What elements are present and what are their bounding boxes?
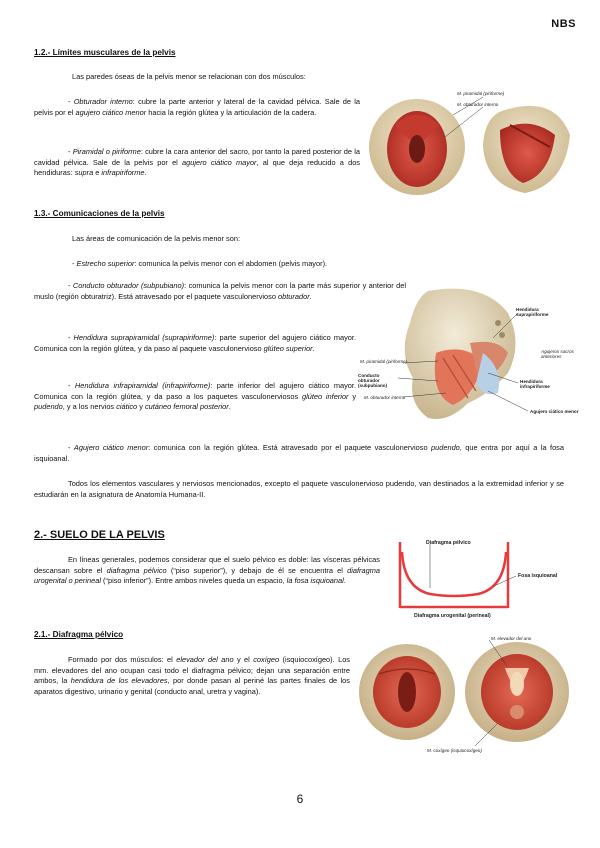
fig2-label-obt: M. obturador interno xyxy=(364,395,406,400)
diagram-label-bottom: Diafragma urogenital (perineal) xyxy=(414,613,491,619)
section-title-2: 2.- SUELO DE LA PELVIS xyxy=(34,529,165,541)
s12-obturador-paragraph: - Obturador interno: cubre la parte anterior y lateral de la cavidad pélvica. Sale de la pelvis por el agujero ciático menor hacia la región glútea y la articulación de la cadera. xyxy=(34,97,360,117)
s13-hendidura-infra: - Hendidura infrapiramidal (infrapiriforme): parte inferior del agujero ciático mayor. Comunica con la región glútea, y da paso a los paquetes vasculonerviosos glúteo inferior y pudendo, y a los nervios ciático y cutáneo femoral posterior. xyxy=(34,381,357,412)
section-title-1-3: 1.3.- Comunicaciones de la pelvis xyxy=(34,209,165,218)
s13-estrecho-superior: - Estrecho superior: comunica la pelvis menor con el abdomen (pelvis mayor). xyxy=(72,259,328,268)
s13-agujero-ciatico-menor: - Agujero ciático menor: comunica con la región glútea. Está atravesado por el paquete vasculonervioso pudendo, que entra por aquí a la fosa isquioanal. xyxy=(34,443,564,463)
diagram-label-right: Fosa isquioanal xyxy=(518,573,558,579)
fig2-label-lig: Agujeros sacros anteriores xyxy=(541,349,574,359)
pelvis-muscles-figure xyxy=(365,85,575,200)
fig2-label-co: Conducto obturador (subpubiano) xyxy=(358,373,388,388)
s13-conducto-obturador: - Conducto obturador (subpubiano): comunica la pelvis menor con la parte más superior y anterior del muslo (región obturatriz). Está atravesado por el paquete vasculonervioso obturador. xyxy=(34,281,407,301)
section-title-1-2: 1.2.- Límites musculares de la pelvis xyxy=(34,48,176,57)
pelvic-diaphragm-figure xyxy=(357,634,577,756)
fig2-label-hs: Hendidura suprapiriforme xyxy=(516,307,549,317)
s12-piramidal-paragraph: - Piramidal o piriforme: cubre la cara anterior del sacro, por tanto la pared posterior de la cavidad pélvica. Sale de la pelvis por el agujero ciático mayor, al que deja reducido a dos hendiduras: supra e infrapiriforme. xyxy=(34,147,361,178)
s2-paragraph: En líneas generales, podemos considerar que el suelo pélvico es doble: las vísceras pélvicas descansan sobre el diafragma pélvico (“piso superior”), y debajo de él se encuentra el diafragma urogenital o perineal (“piso inferior”). Entre ambos niveles queda un espacio, la fosa isquioanal. xyxy=(34,555,380,586)
s21-paragraph: Formado por dos músculos: el elevador del ano y el coxígeo (isquiocoxígeo). Los mm. elevadores del ano ocupan casi todo el diafragma pélvico; dejan una separación entre ambos, la hendidura de los elevadores, por donde pasan al periné las partes finales de los aparatos digestivo, urinario y genital (conducto anal, uretra y vagina). xyxy=(34,655,350,696)
diagram-label-top: Diafragma pélvico xyxy=(426,540,471,546)
s13-closing: Todos los elementos vasculares y nerviosos mencionados, excepto el paquete vasculonervioso pudendo, van destinados a la extremidad inferior y se estudiarán en la asignatura de Anatomía Humana-II. xyxy=(34,479,564,499)
s13-hendidura-supra: - Hendidura suprapiramidal (suprapiriforme): parte superior del agujero ciático mayor. Comunica con la región glútea, y da paso al paquete vasculonervioso glúteo superior. xyxy=(34,333,356,353)
pelvic-floor-diagram xyxy=(390,538,570,622)
header-tag: NBS xyxy=(551,18,576,30)
s12-intro: Las paredes óseas de la pelvis menor se relacionan con dos músculos: xyxy=(72,72,306,81)
section-title-2-1: 2.1.- Diafragma pélvico xyxy=(34,630,124,639)
fig3-label-cox: M. coxígeo (isquiocoxígeo) xyxy=(427,748,482,753)
page-number: 6 xyxy=(296,792,304,806)
fig3-label-elev: M. elevador del ano xyxy=(491,636,532,641)
fig2-label-pir: M. piramidal (piriforme) xyxy=(360,359,408,364)
s13-intro: Las áreas de comunicación de la pelvis menor son: xyxy=(72,234,241,243)
fig2-label-acm: Agujero ciático menor xyxy=(530,409,579,414)
fig1-label-piramidal: M. piramidal (piriforme) xyxy=(457,91,505,96)
fig2-label-hi: Hendidura infrapiriforme xyxy=(520,379,550,389)
pelvis-communications-figure xyxy=(358,283,578,428)
fig1-label-obturador: M. obturador interno xyxy=(457,102,499,107)
